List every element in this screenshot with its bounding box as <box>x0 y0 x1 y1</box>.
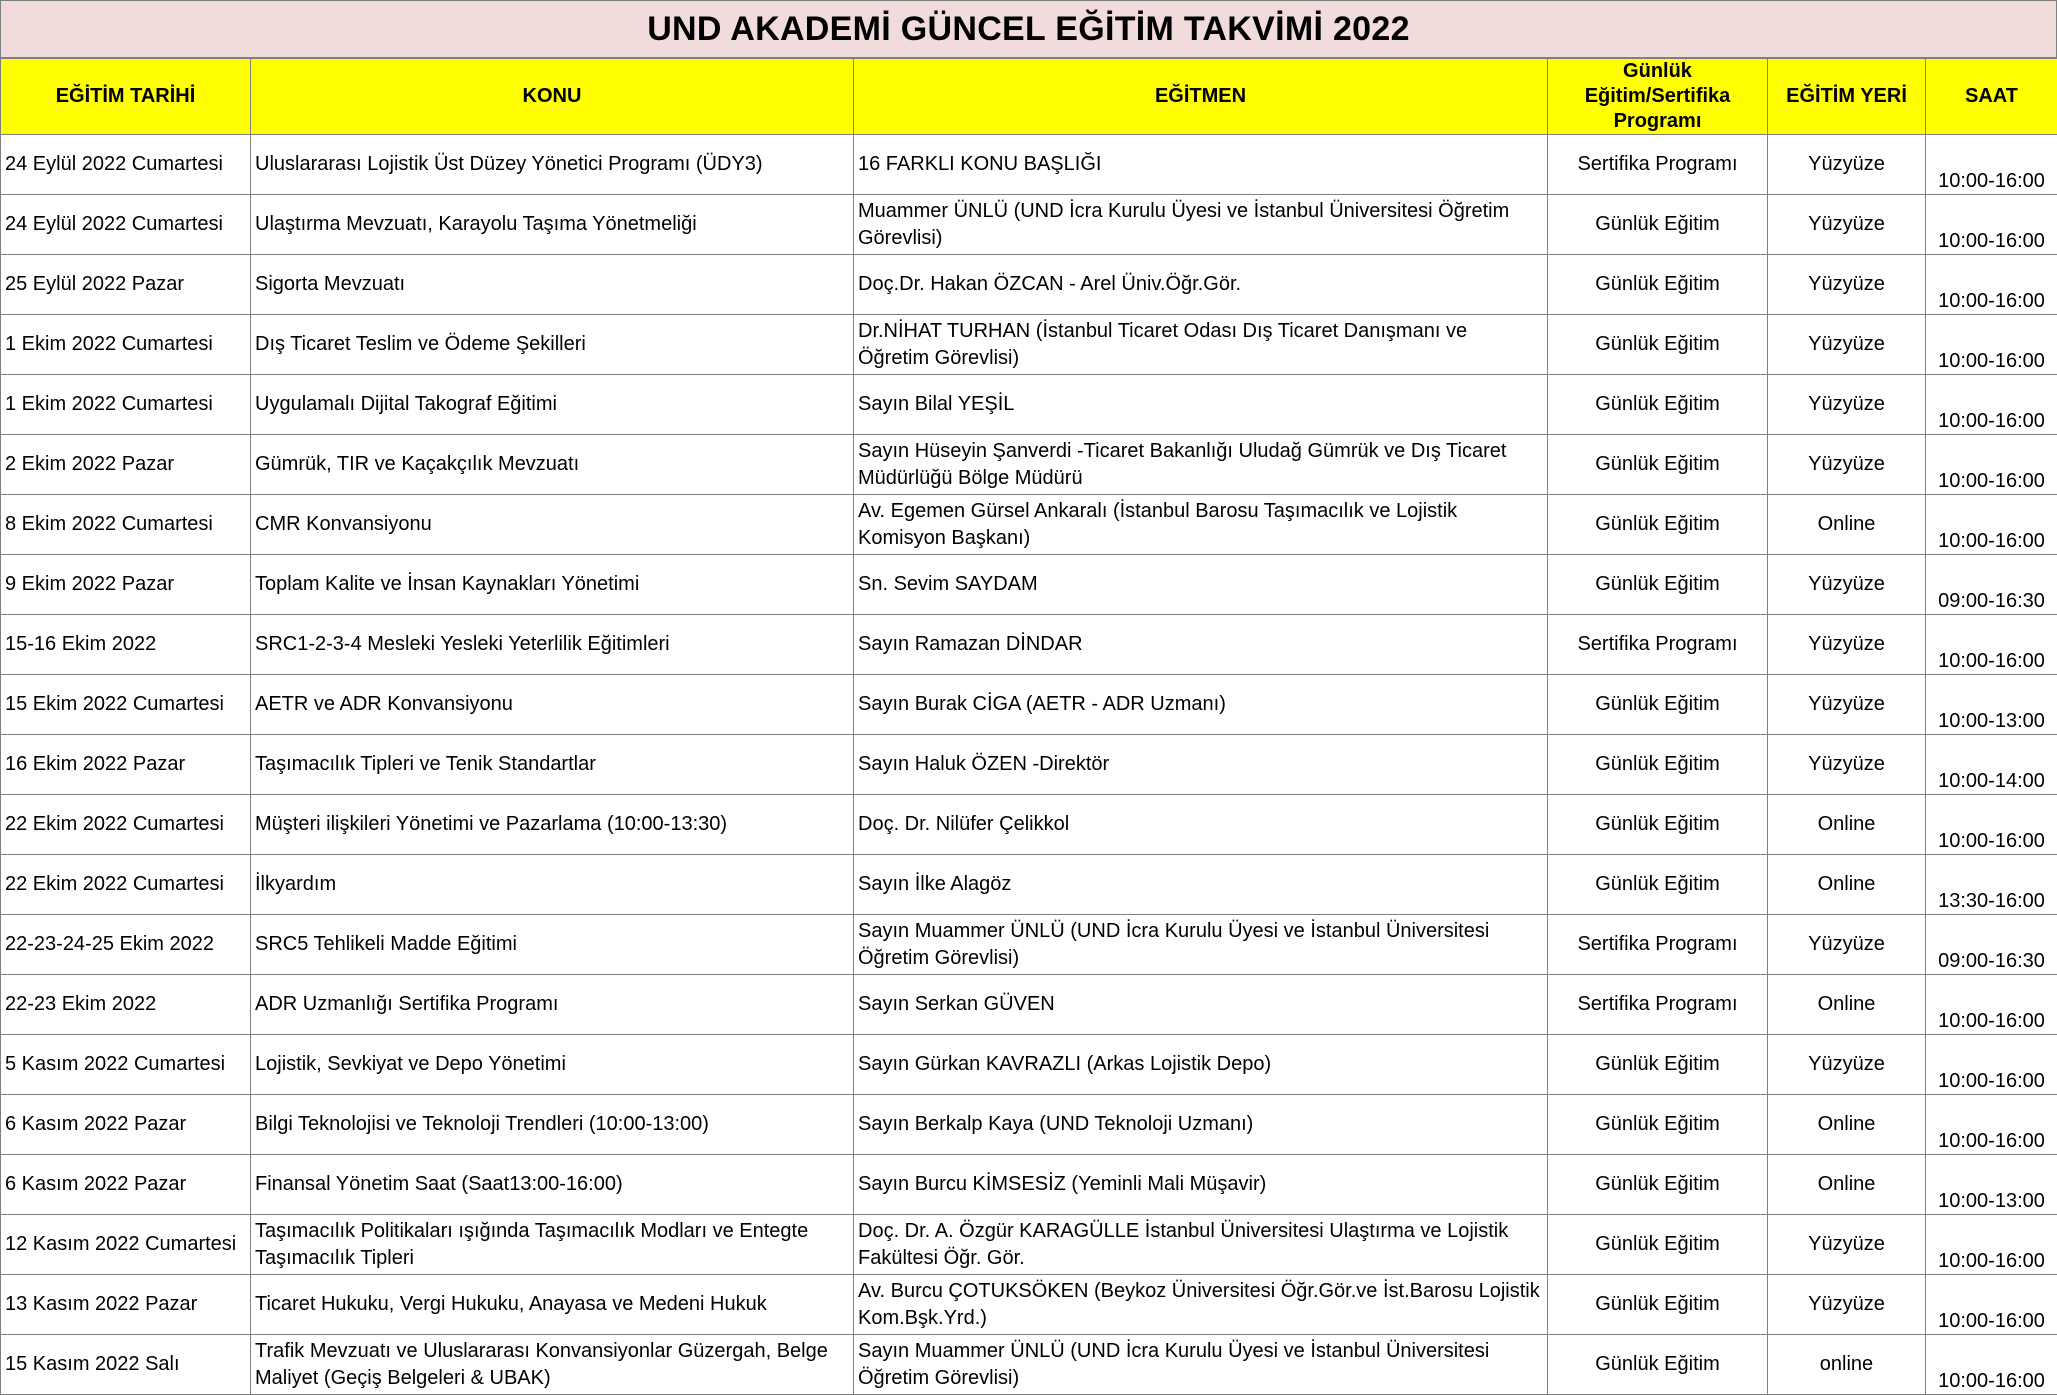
yer-cell-text: Online <box>1772 991 1921 1018</box>
saat-cell-text: 10:00-16:00 <box>1930 828 2053 854</box>
saat-cell-text: 10:00-14:00 <box>1930 768 2053 794</box>
program-cell[interactable] <box>1548 435 1768 495</box>
date-cell[interactable] <box>1 735 251 795</box>
table-row <box>1 375 2057 435</box>
date-cell[interactable] <box>1 1155 251 1215</box>
table-row <box>1 255 2057 315</box>
date-cell-text: 15 Ekim 2022 Cumartesi <box>5 691 246 718</box>
konu-cell-text: Taşımacılık Politikaları ışığında Taşımacılık Modları ve Entegte Taşımacılık Tipleri <box>255 1218 849 1272</box>
yer-cell-text: Yüzyüze <box>1772 391 1921 418</box>
date-cell-text: 6 Kasım 2022 Pazar <box>5 1111 246 1138</box>
saat-cell[interactable] <box>1926 1155 2057 1215</box>
yer-cell-text: Yüzyüze <box>1772 1231 1921 1258</box>
yer-cell-text: Yüzyüze <box>1772 211 1921 238</box>
konu-cell[interactable] <box>251 975 854 1035</box>
table-row <box>1 195 2057 255</box>
saat-cell[interactable] <box>1926 195 2057 255</box>
table-row <box>1 675 2057 735</box>
saat-cell-text: 10:00-16:00 <box>1930 528 2053 554</box>
program-cell[interactable] <box>1548 615 1768 675</box>
saat-cell-text: 10:00-16:00 <box>1930 1368 2053 1394</box>
program-cell-text: Sertifika Programı <box>1552 631 1763 658</box>
egitmen-cell-text: Sayın Burak CİGA (AETR - ADR Uzmanı) <box>858 691 1543 718</box>
egitmen-cell-text: Sayın Serkan GÜVEN <box>858 991 1543 1018</box>
date-cell-text: 15-16 Ekim 2022 <box>5 631 246 658</box>
konu-cell-text: Ticaret Hukuku, Vergi Hukuku, Anayasa ve Medeni Hukuk <box>255 1291 849 1318</box>
yer-cell[interactable] <box>1768 1155 1926 1215</box>
date-cell[interactable] <box>1 1035 251 1095</box>
program-cell[interactable] <box>1548 1215 1768 1275</box>
date-cell-text: 22-23 Ekim 2022 <box>5 991 246 1018</box>
egitmen-cell[interactable] <box>854 915 1548 975</box>
date-cell[interactable] <box>1 975 251 1035</box>
saat-cell-text: 10:00-16:00 <box>1930 348 2053 374</box>
konu-cell[interactable] <box>251 1155 854 1215</box>
konu-cell[interactable] <box>251 255 854 315</box>
table-row <box>1 975 2057 1035</box>
date-cell-text: 8 Ekim 2022 Cumartesi <box>5 511 246 538</box>
date-cell-text: 9 Ekim 2022 Pazar <box>5 571 246 598</box>
header-row <box>1 59 2057 135</box>
konu-cell-text: Trafik Mevzuatı ve Uluslararası Konvansiyonlar Güzergah, Belge Maliyet (Geçiş Belgeleri & UBAK) <box>255 1338 849 1392</box>
program-cell[interactable] <box>1548 975 1768 1035</box>
konu-cell[interactable] <box>251 435 854 495</box>
konu-cell-text: İlkyardım <box>255 871 849 898</box>
program-cell-text: Günlük Eğitim <box>1552 571 1763 598</box>
egitmen-cell[interactable] <box>854 1335 1548 1395</box>
program-cell-text: Günlük Eğitim <box>1552 751 1763 778</box>
yer-cell-text: Online <box>1772 511 1921 538</box>
egitmen-cell-text: Sayın Muammer ÜNLÜ (UND İcra Kurulu Üyesi ve İstanbul Üniversitesi Öğretim Görevlisi) <box>858 1338 1543 1392</box>
table-row <box>1 495 2057 555</box>
date-cell-text: 24 Eylül 2022 Cumartesi <box>5 151 246 178</box>
konu-cell[interactable] <box>251 555 854 615</box>
yer-cell[interactable] <box>1768 315 1926 375</box>
egitmen-cell[interactable] <box>854 255 1548 315</box>
egitmen-cell[interactable] <box>854 855 1548 915</box>
program-cell-text: Günlük Eğitim <box>1552 331 1763 358</box>
program-cell-text: Günlük Eğitim <box>1552 1111 1763 1138</box>
egitmen-cell-text: Sayın İlke Alagöz <box>858 871 1543 898</box>
program-cell-text: Günlük Eğitim <box>1552 451 1763 478</box>
date-cell-text: 13 Kasım 2022 Pazar <box>5 1291 246 1318</box>
egitmen-cell[interactable] <box>854 555 1548 615</box>
egitmen-cell-text: Doç. Dr. Nilüfer Çelikkol <box>858 811 1543 838</box>
yer-cell[interactable] <box>1768 555 1926 615</box>
egitmen-cell[interactable] <box>854 1275 1548 1335</box>
yer-cell-text: Online <box>1772 811 1921 838</box>
date-cell[interactable] <box>1 1095 251 1155</box>
yer-cell[interactable] <box>1768 255 1926 315</box>
program-cell-text: Günlük Eğitim <box>1552 511 1763 538</box>
table-row <box>1 1035 2057 1095</box>
konu-cell-text: AETR ve ADR Konvansiyonu <box>255 691 849 718</box>
date-cell[interactable] <box>1 495 251 555</box>
konu-cell-text: Sigorta Mevzuatı <box>255 271 849 298</box>
egitmen-cell[interactable] <box>854 1215 1548 1275</box>
program-cell[interactable] <box>1548 675 1768 735</box>
date-cell[interactable] <box>1 1335 251 1395</box>
egitmen-cell-text: Dr.NİHAT TURHAN (İstanbul Ticaret Odası Dış Ticaret Danışmanı ve Öğretim Görevlisi) <box>858 318 1543 372</box>
date-cell-text: 22 Ekim 2022 Cumartesi <box>5 811 246 838</box>
konu-cell-text: Finansal Yönetim Saat (Saat13:00-16:00) <box>255 1171 849 1198</box>
date-cell[interactable] <box>1 675 251 735</box>
saat-cell-text: 10:00-16:00 <box>1930 168 2053 194</box>
saat-cell[interactable] <box>1926 1335 2057 1395</box>
program-cell-text: Günlük Eğitim <box>1552 211 1763 238</box>
program-cell[interactable] <box>1548 1335 1768 1395</box>
egitmen-cell-text: Sayın Bilal YEŞİL <box>858 391 1543 418</box>
date-cell[interactable] <box>1 615 251 675</box>
program-cell-text: Günlük Eğitim <box>1552 1291 1763 1318</box>
yer-cell-text: Yüzyüze <box>1772 451 1921 478</box>
saat-cell[interactable] <box>1926 1215 2057 1275</box>
saat-cell-text: 10:00-16:00 <box>1930 1128 2053 1154</box>
yer-cell-text: Yüzyüze <box>1772 151 1921 178</box>
yer-cell-text: Yüzyüze <box>1772 751 1921 778</box>
header-date: EĞİTİM TARİHİ <box>1 59 251 135</box>
yer-cell-text: Yüzyüze <box>1772 1291 1921 1318</box>
table-row <box>1 1275 2057 1335</box>
table-row <box>1 1335 2057 1395</box>
egitmen-cell[interactable] <box>854 675 1548 735</box>
date-cell[interactable] <box>1 135 251 195</box>
date-cell[interactable] <box>1 795 251 855</box>
yer-cell-text: Yüzyüze <box>1772 631 1921 658</box>
program-cell[interactable] <box>1548 795 1768 855</box>
konu-cell-text: Gümrük, TIR ve Kaçakçılık Mevzuatı <box>255 451 849 478</box>
date-cell-text: 22 Ekim 2022 Cumartesi <box>5 871 246 898</box>
table-row <box>1 795 2057 855</box>
egitmen-cell-text: Sayın Ramazan DİNDAR <box>858 631 1543 658</box>
saat-cell-text: 09:00-16:30 <box>1930 588 2053 614</box>
egitmen-cell-text: Doç. Dr. A. Özgür KARAGÜLLE İstanbul Üniversitesi Ulaştırma ve Lojistik Fakültesi Öğr. Gör. <box>858 1218 1543 1272</box>
yer-cell-text: Online <box>1772 1171 1921 1198</box>
egitmen-cell[interactable] <box>854 975 1548 1035</box>
konu-cell-text: Uluslararası Lojistik Üst Düzey Yönetici Programı (ÜDY3) <box>255 151 849 178</box>
date-cell-text: 25 Eylül 2022 Pazar <box>5 271 246 298</box>
yer-cell[interactable] <box>1768 855 1926 915</box>
date-cell[interactable] <box>1 1215 251 1275</box>
table-row <box>1 735 2057 795</box>
program-cell[interactable] <box>1548 1155 1768 1215</box>
program-cell-text: Sertifika Programı <box>1552 151 1763 178</box>
konu-cell-text: Toplam Kalite ve İnsan Kaynakları Yönetimi <box>255 571 849 598</box>
saat-cell-text: 13:30-16:00 <box>1930 888 2053 914</box>
program-cell-text: Sertifika Programı <box>1552 991 1763 1018</box>
egitmen-cell-text: Sayın Hüseyin Şanverdi -Ticaret Bakanlığı Uludağ Gümrük ve Dış Ticaret Müdürlüğü Bölge Müdürü <box>858 438 1543 492</box>
saat-cell-text: 10:00-16:00 <box>1930 288 2053 314</box>
konu-cell-text: Lojistik, Sevkiyat ve Depo Yönetimi <box>255 1051 849 1078</box>
saat-cell[interactable] <box>1926 1035 2057 1095</box>
table-row <box>1 135 2057 195</box>
saat-cell[interactable] <box>1926 855 2057 915</box>
date-cell[interactable] <box>1 375 251 435</box>
date-cell-text: 16 Ekim 2022 Pazar <box>5 751 246 778</box>
table-row <box>1 855 2057 915</box>
saat-cell[interactable] <box>1926 135 2057 195</box>
saat-cell[interactable] <box>1926 615 2057 675</box>
konu-cell-text: ADR Uzmanlığı Sertifika Programı <box>255 991 849 1018</box>
konu-cell[interactable] <box>251 1215 854 1275</box>
saat-cell-text: 09:00-16:30 <box>1930 948 2053 974</box>
konu-cell-text: SRC1-2-3-4 Mesleki Yesleki Yeterlilik Eğitimleri <box>255 631 849 658</box>
yer-cell[interactable] <box>1768 795 1926 855</box>
yer-cell[interactable] <box>1768 1095 1926 1155</box>
date-cell-text: 22-23-24-25 Ekim 2022 <box>5 931 246 958</box>
saat-cell[interactable] <box>1926 1275 2057 1335</box>
saat-cell-text: 10:00-16:00 <box>1930 648 2053 674</box>
egitmen-cell[interactable] <box>854 1035 1548 1095</box>
saat-cell-text: 10:00-16:00 <box>1930 1248 2053 1274</box>
egitmen-cell-text: Sayın Haluk ÖZEN -Direktör <box>858 751 1543 778</box>
program-cell[interactable] <box>1548 1275 1768 1335</box>
konu-cell[interactable] <box>251 1335 854 1395</box>
yer-cell[interactable] <box>1768 435 1926 495</box>
saat-cell-text: 10:00-16:00 <box>1930 468 2053 494</box>
saat-cell-text: 10:00-16:00 <box>1930 1308 2053 1334</box>
date-cell-text: 2 Ekim 2022 Pazar <box>5 451 246 478</box>
egitmen-cell[interactable] <box>854 735 1548 795</box>
date-cell[interactable] <box>1 255 251 315</box>
yer-cell[interactable] <box>1768 375 1926 435</box>
egitmen-cell[interactable] <box>854 435 1548 495</box>
konu-cell[interactable] <box>251 495 854 555</box>
program-cell-text: Günlük Eğitim <box>1552 811 1763 838</box>
date-cell-text: 1 Ekim 2022 Cumartesi <box>5 391 246 418</box>
egitmen-cell[interactable] <box>854 315 1548 375</box>
program-cell-text: Günlük Eğitim <box>1552 1231 1763 1258</box>
table-row <box>1 615 2057 675</box>
egitmen-cell-text: Sayın Berkalp Kaya (UND Teknoloji Uzmanı) <box>858 1111 1543 1138</box>
program-cell-text: Günlük Eğitim <box>1552 271 1763 298</box>
egitmen-cell[interactable] <box>854 1095 1548 1155</box>
egitmen-cell-text: Sayın Gürkan KAVRAZLI (Arkas Lojistik Depo) <box>858 1051 1543 1078</box>
program-cell-text: Günlük Eğitim <box>1552 391 1763 418</box>
program-cell-text: Günlük Eğitim <box>1552 1351 1763 1378</box>
egitmen-cell-text: Sayın Muammer ÜNLÜ (UND İcra Kurulu Üyesi ve İstanbul Üniversitesi Öğretim Görevlisi) <box>858 918 1543 972</box>
header-saat: SAAT <box>1926 59 2057 135</box>
table-row <box>1 315 2057 375</box>
saat-cell-text: 10:00-16:00 <box>1930 408 2053 434</box>
date-cell-text: 5 Kasım 2022 Cumartesi <box>5 1051 246 1078</box>
date-cell-text: 1 Ekim 2022 Cumartesi <box>5 331 246 358</box>
saat-cell-text: 10:00-16:00 <box>1930 1068 2053 1094</box>
konu-cell[interactable] <box>251 675 854 735</box>
saat-cell[interactable] <box>1926 795 2057 855</box>
date-cell[interactable] <box>1 555 251 615</box>
program-cell[interactable] <box>1548 195 1768 255</box>
konu-cell[interactable] <box>251 1035 854 1095</box>
saat-cell[interactable] <box>1926 555 2057 615</box>
date-cell[interactable] <box>1 315 251 375</box>
konu-cell-text: Dış Ticaret Teslim ve Ödeme Şekilleri <box>255 331 849 358</box>
saat-cell[interactable] <box>1926 735 2057 795</box>
training-schedule-table <box>0 58 2057 1395</box>
egitmen-cell-text: Av. Burcu ÇOTUKSÖKEN (Beykoz Üniversitesi Öğr.Gör.ve İst.Barosu Lojistik Kom.Bşk.Yrd.) <box>858 1278 1543 1332</box>
saat-cell-text: 10:00-16:00 <box>1930 228 2053 254</box>
egitmen-cell[interactable] <box>854 495 1548 555</box>
program-cell-text: Sertifika Programı <box>1552 931 1763 958</box>
yer-cell-text: Yüzyüze <box>1772 691 1921 718</box>
yer-cell-text: Online <box>1772 1111 1921 1138</box>
yer-cell[interactable] <box>1768 135 1926 195</box>
yer-cell-text: Yüzyüze <box>1772 931 1921 958</box>
yer-cell[interactable] <box>1768 195 1926 255</box>
yer-cell-text: Yüzyüze <box>1772 1051 1921 1078</box>
saat-cell[interactable] <box>1926 435 2057 495</box>
konu-cell[interactable] <box>251 855 854 915</box>
program-cell[interactable] <box>1548 255 1768 315</box>
egitmen-cell-text: Sn. Sevim SAYDAM <box>858 571 1543 598</box>
saat-cell[interactable] <box>1926 675 2057 735</box>
saat-cell-text: 10:00-13:00 <box>1930 708 2053 734</box>
yer-cell-text: Yüzyüze <box>1772 571 1921 598</box>
table-row <box>1 435 2057 495</box>
konu-cell-text: CMR Konvansiyonu <box>255 511 849 538</box>
program-cell[interactable] <box>1548 555 1768 615</box>
yer-cell-text: Yüzyüze <box>1772 271 1921 298</box>
table-row <box>1 1155 2057 1215</box>
program-cell-text: Günlük Eğitim <box>1552 1051 1763 1078</box>
egitmen-cell[interactable] <box>854 615 1548 675</box>
program-cell-text: Günlük Eğitim <box>1552 871 1763 898</box>
yer-cell-text: Online <box>1772 871 1921 898</box>
saat-cell[interactable] <box>1926 375 2057 435</box>
konu-cell[interactable] <box>251 135 854 195</box>
table-row <box>1 555 2057 615</box>
program-cell[interactable] <box>1548 315 1768 375</box>
table-row <box>1 1215 2057 1275</box>
saat-cell-text: 10:00-16:00 <box>1930 1008 2053 1034</box>
egitmen-cell-text: 16 FARKLI KONU BAŞLIĞI <box>858 151 1543 178</box>
egitmen-cell[interactable] <box>854 1155 1548 1215</box>
program-cell-text: Günlük Eğitim <box>1552 691 1763 718</box>
egitmen-cell[interactable] <box>854 375 1548 435</box>
egitmen-cell-text: Doç.Dr. Hakan ÖZCAN - Arel Üniv.Öğr.Gör. <box>858 271 1543 298</box>
date-cell-text: 24 Eylül 2022 Cumartesi <box>5 211 246 238</box>
egitmen-cell[interactable] <box>854 795 1548 855</box>
yer-cell[interactable] <box>1768 1335 1926 1395</box>
date-cell-text: 15 Kasım 2022 Salı <box>5 1351 246 1378</box>
yer-cell-text: Yüzyüze <box>1772 331 1921 358</box>
egitmen-cell[interactable] <box>854 195 1548 255</box>
date-cell[interactable] <box>1 195 251 255</box>
date-cell[interactable] <box>1 435 251 495</box>
egitmen-cell-text: Sayın Burcu KİMSESİZ (Yeminli Mali Müşavir) <box>858 1171 1543 1198</box>
konu-cell[interactable] <box>251 615 854 675</box>
konu-cell-text: Ulaştırma Mevzuatı, Karayolu Taşıma Yönetmeliği <box>255 211 849 238</box>
program-cell[interactable] <box>1548 915 1768 975</box>
saat-cell[interactable] <box>1926 495 2057 555</box>
table-row <box>1 915 2057 975</box>
header-egitmen: EĞİTMEN <box>854 59 1548 135</box>
page-title: UND AKADEMİ GÜNCEL EĞİTİM TAKVİMİ 2022 <box>0 0 2057 58</box>
program-cell[interactable] <box>1548 375 1768 435</box>
header-yer: EĞİTİM YERİ <box>1768 59 1926 135</box>
program-cell[interactable] <box>1548 1035 1768 1095</box>
program-cell[interactable] <box>1548 495 1768 555</box>
header-program: Günlük Eğitim/Sertifika Programı <box>1548 59 1768 135</box>
saat-cell[interactable] <box>1926 915 2057 975</box>
konu-cell[interactable] <box>251 375 854 435</box>
yer-cell[interactable] <box>1768 975 1926 1035</box>
konu-cell[interactable] <box>251 1275 854 1335</box>
date-cell-text: 12 Kasım 2022 Cumartesi <box>5 1231 246 1258</box>
egitmen-cell[interactable] <box>854 135 1548 195</box>
egitmen-cell-text: Av. Egemen Gürsel Ankaralı (İstanbul Barosu Taşımacılık ve Lojistik Komisyon Başkanı) <box>858 498 1543 552</box>
yer-cell-text: online <box>1772 1351 1921 1378</box>
konu-cell[interactable] <box>251 735 854 795</box>
program-cell[interactable] <box>1548 855 1768 915</box>
yer-cell[interactable] <box>1768 915 1926 975</box>
saat-cell[interactable] <box>1926 255 2057 315</box>
date-cell-text: 6 Kasım 2022 Pazar <box>5 1171 246 1198</box>
yer-cell[interactable] <box>1768 495 1926 555</box>
program-cell[interactable] <box>1548 735 1768 795</box>
saat-cell[interactable] <box>1926 1095 2057 1155</box>
yer-cell[interactable] <box>1768 675 1926 735</box>
yer-cell[interactable] <box>1768 1215 1926 1275</box>
date-cell[interactable] <box>1 915 251 975</box>
program-cell[interactable] <box>1548 1095 1768 1155</box>
konu-cell[interactable] <box>251 915 854 975</box>
yer-cell[interactable] <box>1768 615 1926 675</box>
yer-cell[interactable] <box>1768 1035 1926 1095</box>
konu-cell[interactable] <box>251 315 854 375</box>
saat-cell[interactable] <box>1926 315 2057 375</box>
konu-cell[interactable] <box>251 195 854 255</box>
table-row <box>1 1095 2057 1155</box>
yer-cell[interactable] <box>1768 735 1926 795</box>
egitmen-cell-text: Muammer ÜNLÜ (UND İcra Kurulu Üyesi ve İstanbul Üniversitesi Öğretim Görevlisi) <box>858 198 1543 252</box>
konu-cell[interactable] <box>251 795 854 855</box>
program-cell-text: Günlük Eğitim <box>1552 1171 1763 1198</box>
konu-cell-text: SRC5 Tehlikeli Madde Eğitimi <box>255 931 849 958</box>
saat-cell-text: 10:00-13:00 <box>1930 1188 2053 1214</box>
date-cell[interactable] <box>1 1275 251 1335</box>
program-cell[interactable] <box>1548 135 1768 195</box>
konu-cell-text: Uygulamalı Dijital Takograf Eğitimi <box>255 391 849 418</box>
header-konu: KONU <box>251 59 854 135</box>
konu-cell[interactable] <box>251 1095 854 1155</box>
saat-cell[interactable] <box>1926 975 2057 1035</box>
konu-cell-text: Müşteri ilişkileri Yönetimi ve Pazarlama (10:00-13:30) <box>255 811 849 838</box>
konu-cell-text: Taşımacılık Tipleri ve Tenik Standartlar <box>255 751 849 778</box>
yer-cell[interactable] <box>1768 1275 1926 1335</box>
konu-cell-text: Bilgi Teknolojisi ve Teknoloji Trendleri (10:00-13:00) <box>255 1111 849 1138</box>
date-cell[interactable] <box>1 855 251 915</box>
